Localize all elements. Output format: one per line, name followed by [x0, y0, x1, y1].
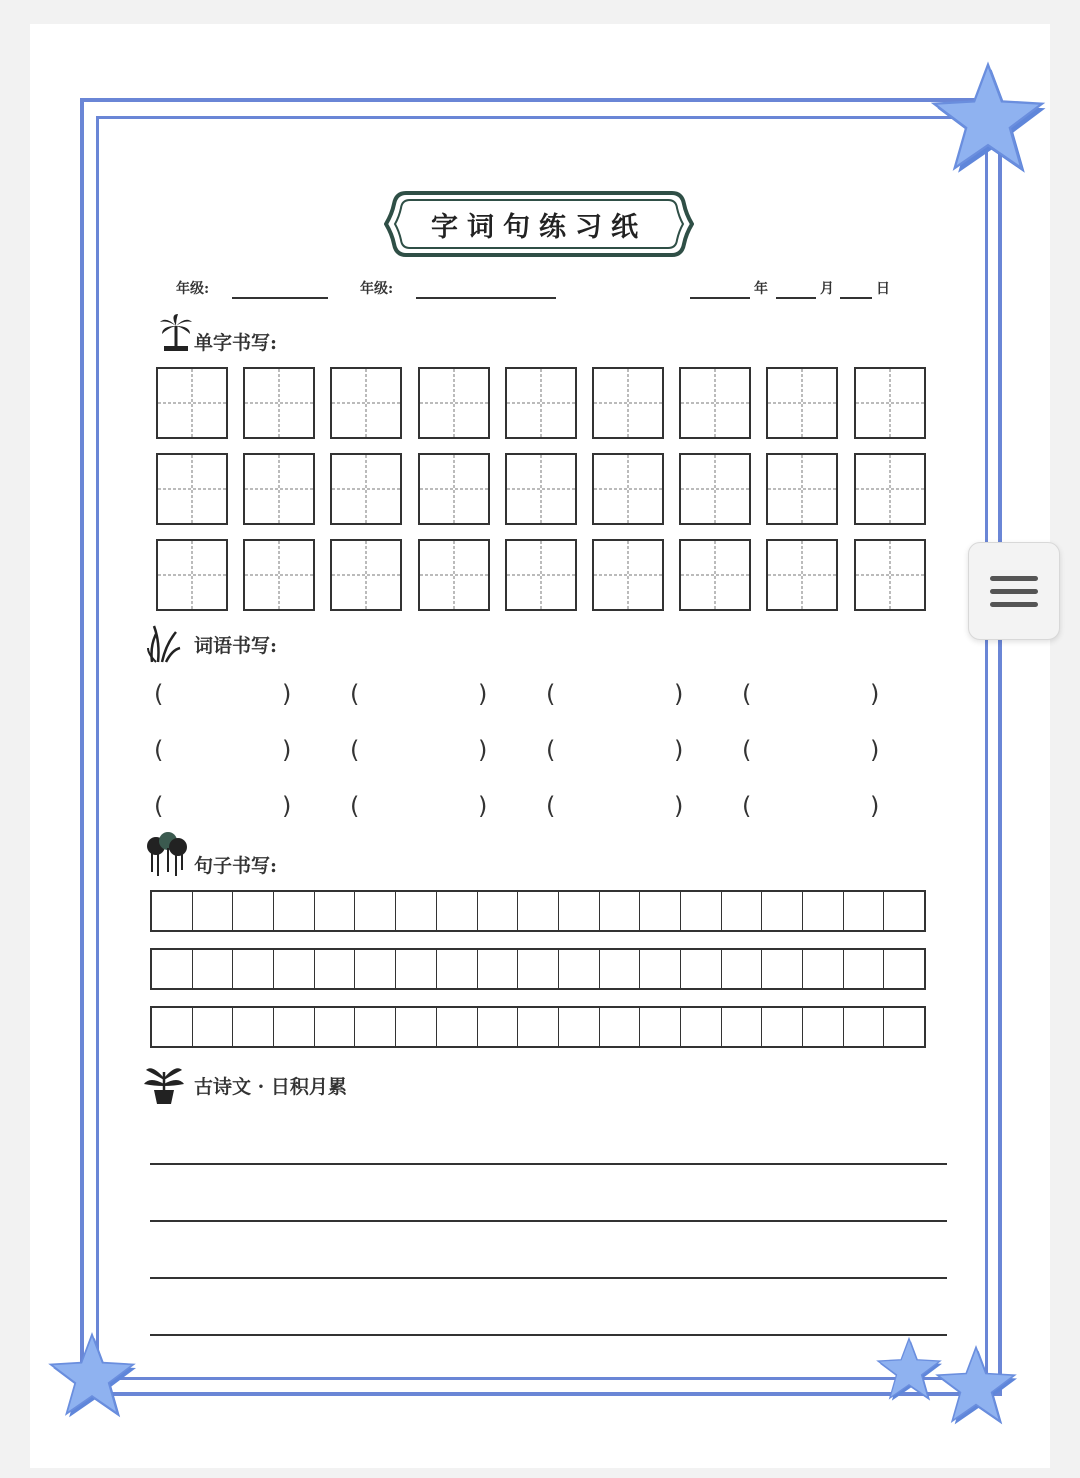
open-paren: ( — [742, 680, 752, 708]
open-paren: ( — [154, 680, 164, 708]
tree-cluster-icon — [144, 832, 190, 878]
sentence-cell[interactable] — [355, 1008, 396, 1046]
open-paren: ( — [350, 680, 360, 708]
open-paren: ( — [546, 792, 556, 820]
tianzige-box[interactable] — [679, 367, 751, 439]
month-blank[interactable] — [776, 297, 816, 299]
sentence-cell[interactable] — [193, 1008, 234, 1046]
sentence-cell[interactable] — [274, 892, 315, 930]
close-paren: ) — [674, 736, 684, 764]
tianzige-box[interactable] — [592, 539, 664, 611]
star-icon — [48, 1330, 136, 1420]
writing-line[interactable] — [150, 1277, 947, 1279]
inner-frame — [96, 116, 988, 1380]
open-paren: ( — [154, 736, 164, 764]
sentence-cell[interactable] — [315, 892, 356, 930]
sentence-cell[interactable] — [437, 892, 478, 930]
writing-line[interactable] — [150, 1220, 947, 1222]
close-paren: ) — [870, 792, 880, 820]
hamburger-menu-icon — [990, 576, 1038, 581]
tianzige-box[interactable] — [330, 367, 402, 439]
sentence-cell[interactable] — [803, 892, 844, 930]
grade-label-2: 年级: — [360, 281, 394, 297]
sentence-cell[interactable] — [884, 892, 924, 930]
potted-plant-icon — [142, 1062, 186, 1106]
page-title: 字词句练习纸 — [431, 211, 647, 243]
open-paren: ( — [546, 736, 556, 764]
sentence-cell[interactable] — [193, 892, 234, 930]
sentence-cell[interactable] — [681, 950, 722, 988]
sentence-cell[interactable] — [478, 1008, 519, 1046]
writing-line[interactable] — [150, 1163, 947, 1165]
section-sentences-heading: 句子书写: — [194, 855, 278, 877]
close-paren: ) — [870, 680, 880, 708]
tianzige-box[interactable] — [156, 367, 228, 439]
close-paren: ) — [478, 736, 488, 764]
sentence-cell[interactable] — [193, 950, 234, 988]
tianzige-box[interactable] — [505, 539, 577, 611]
sentence-cell[interactable] — [233, 1008, 274, 1046]
tianzige-box[interactable] — [505, 453, 577, 525]
sentence-cell[interactable] — [559, 1008, 600, 1046]
grade-label-1: 年级: — [176, 281, 210, 297]
sentence-cell[interactable] — [437, 950, 478, 988]
sentence-cell[interactable] — [722, 892, 763, 930]
sentence-cell[interactable] — [640, 892, 681, 930]
sentence-cell[interactable] — [233, 950, 274, 988]
tianzige-box[interactable] — [679, 539, 751, 611]
section-words-heading: 词语书写: — [194, 635, 278, 657]
sentence-cell[interactable] — [478, 950, 519, 988]
sentence-cell[interactable] — [640, 950, 681, 988]
sentence-cell[interactable] — [315, 950, 356, 988]
sentence-cell[interactable] — [762, 950, 803, 988]
sentence-cell[interactable] — [600, 1008, 641, 1046]
sentence-cell[interactable] — [152, 950, 193, 988]
grass-icon — [146, 622, 182, 664]
sentence-cell[interactable] — [844, 950, 885, 988]
close-paren: ) — [282, 792, 292, 820]
sentence-row — [150, 1006, 926, 1048]
grade-blank-1[interactable] — [232, 297, 328, 299]
sentence-cell[interactable] — [762, 892, 803, 930]
close-paren: ) — [282, 736, 292, 764]
sentence-cell[interactable] — [437, 1008, 478, 1046]
star-icon — [928, 60, 1048, 175]
sentence-cell[interactable] — [396, 1008, 437, 1046]
title-banner — [384, 190, 694, 258]
sentence-cell[interactable] — [396, 892, 437, 930]
open-paren: ( — [350, 792, 360, 820]
sentence-cell[interactable] — [559, 892, 600, 930]
sentence-row — [150, 948, 926, 990]
tianzige-box[interactable] — [330, 539, 402, 611]
sentence-cell[interactable] — [681, 1008, 722, 1046]
sentence-cell[interactable] — [803, 1008, 844, 1046]
palm-tree-icon — [158, 312, 194, 354]
sentence-cell[interactable] — [233, 892, 274, 930]
sentence-cell[interactable] — [600, 892, 641, 930]
tianzige-box[interactable] — [679, 453, 751, 525]
tianzige-box[interactable] — [418, 453, 490, 525]
sentence-cell[interactable] — [600, 950, 641, 988]
tianzige-box[interactable] — [156, 539, 228, 611]
section-poetry-heading: 古诗文 · 日积月累 — [194, 1076, 347, 1098]
day-label: 日 — [876, 281, 890, 297]
tianzige-box[interactable] — [330, 453, 402, 525]
tianzige-box[interactable] — [418, 367, 490, 439]
sentence-cell[interactable] — [152, 1008, 193, 1046]
close-paren: ) — [674, 792, 684, 820]
open-paren: ( — [742, 792, 752, 820]
sentence-cell[interactable] — [274, 950, 315, 988]
open-paren: ( — [546, 680, 556, 708]
tianzige-box[interactable] — [592, 453, 664, 525]
year-blank[interactable] — [690, 297, 750, 299]
tianzige-box[interactable] — [418, 539, 490, 611]
sentence-cell[interactable] — [884, 950, 924, 988]
sentence-cell[interactable] — [844, 892, 885, 930]
close-paren: ) — [478, 792, 488, 820]
sentence-cell[interactable] — [518, 1008, 559, 1046]
sentence-cell[interactable] — [478, 892, 519, 930]
sentence-cell[interactable] — [355, 892, 396, 930]
sentence-row — [150, 890, 926, 932]
sentence-cell[interactable] — [518, 950, 559, 988]
close-paren: ) — [282, 680, 292, 708]
sentence-cell[interactable] — [518, 892, 559, 930]
sentence-cell[interactable] — [640, 1008, 681, 1046]
hamburger-menu-button[interactable] — [968, 542, 1060, 640]
tianzige-box[interactable] — [766, 453, 838, 525]
month-label: 月 — [820, 281, 834, 297]
sentence-cell[interactable] — [803, 950, 844, 988]
section-single-char-heading: 单字书写: — [194, 332, 278, 354]
tianzige-box[interactable] — [592, 367, 664, 439]
sentence-cell[interactable] — [884, 1008, 924, 1046]
sentence-cell[interactable] — [722, 1008, 763, 1046]
year-label: 年 — [754, 281, 768, 297]
open-paren: ( — [154, 792, 164, 820]
sentence-cell[interactable] — [274, 1008, 315, 1046]
sentence-cell[interactable] — [315, 1008, 356, 1046]
tianzige-box[interactable] — [854, 367, 926, 439]
tianzige-box[interactable] — [854, 539, 926, 611]
sentence-cell[interactable] — [681, 892, 722, 930]
open-paren: ( — [742, 736, 752, 764]
sentence-cell[interactable] — [844, 1008, 885, 1046]
tianzige-box[interactable] — [766, 367, 838, 439]
sentence-cell[interactable] — [722, 950, 763, 988]
sentence-cell[interactable] — [559, 950, 600, 988]
tianzige-box[interactable] — [156, 453, 228, 525]
star-icon — [934, 1344, 1018, 1426]
sentence-cell[interactable] — [152, 892, 193, 930]
grade-blank-2[interactable] — [416, 297, 556, 299]
tianzige-box[interactable] — [854, 453, 926, 525]
tianzige-box[interactable] — [505, 367, 577, 439]
close-paren: ) — [870, 736, 880, 764]
day-blank[interactable] — [840, 297, 872, 299]
sentence-cell[interactable] — [396, 950, 437, 988]
sentence-cell[interactable] — [355, 950, 396, 988]
tianzige-box[interactable] — [243, 539, 315, 611]
open-paren: ( — [350, 736, 360, 764]
tianzige-box[interactable] — [243, 367, 315, 439]
tianzige-box[interactable] — [766, 539, 838, 611]
writing-line[interactable] — [150, 1334, 947, 1336]
sentence-cell[interactable] — [762, 1008, 803, 1046]
close-paren: ) — [674, 680, 684, 708]
tianzige-box[interactable] — [243, 453, 315, 525]
close-paren: ) — [478, 680, 488, 708]
